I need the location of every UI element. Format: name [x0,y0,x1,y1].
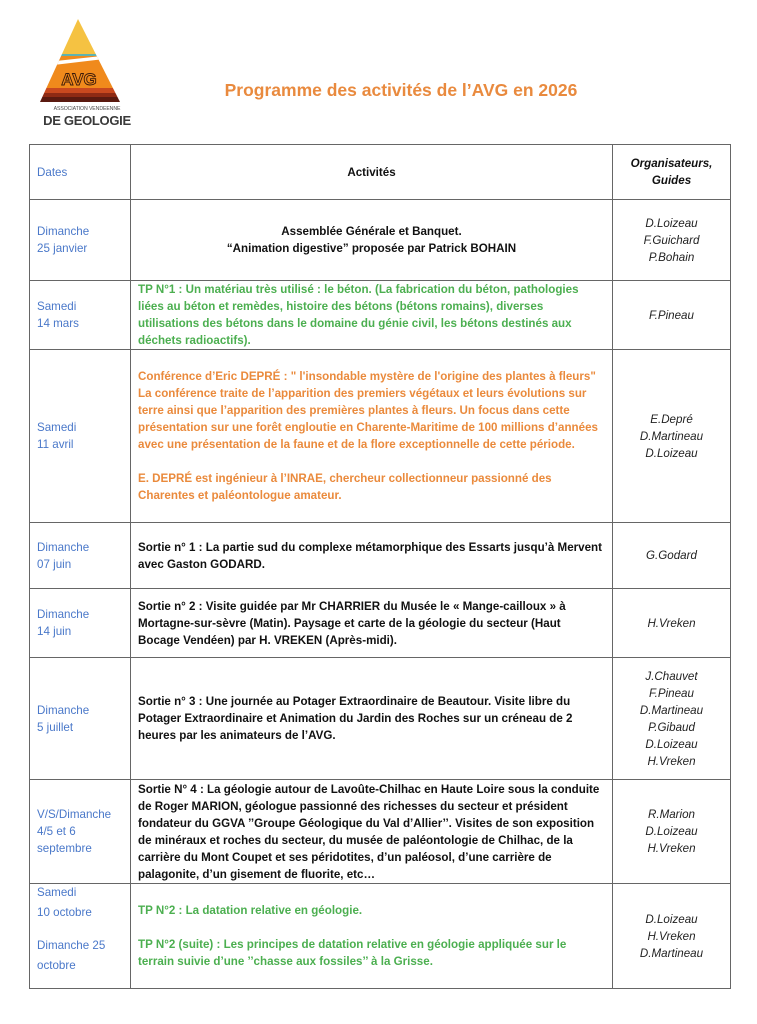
activity-text: “Animation digestive” proposée par Patrick BOHAIN [226,242,517,255]
row-organizers [613,350,731,523]
activity-text: Assemblée Générale et Banquet. [281,225,462,238]
row-date [30,589,131,658]
activity-text: Sortie N° 4 : La géologie autour de Lavoûte-Chilhac en Haute Loire sous la conduite de Roger MARION, géologue passionné des richesses du secteur et président fondateur du GGVA ’’Groupe Géologique du Val d’Allier’’. Visites de son exposition de minéraux et roches du secteur, du musée de paléontologie de Chilhac, de la carrière du Mont Coupet et ses péridotites, d’un paléosol, d’une carrière de palagonite, d’un gisement de fluorite, etc… [138,782,600,881]
activity-text: TP N°2 : La datation relative en géologie. [138,904,363,917]
row-activity [131,200,613,281]
date-day: Dimanche [37,540,90,554]
date-value: 25 janvier [37,242,88,255]
date-value: octobre [37,959,76,972]
row-date [30,350,131,523]
table-row [30,281,731,350]
date-day: V/S/Dimanche [37,808,112,821]
date-day: Dimanche 25 [37,939,106,952]
row-activity [131,523,613,589]
row-organizers [613,200,731,281]
date-value: 4/5 et 6 [37,825,76,838]
logo-pyramid-icon [28,14,138,109]
date-value: 11 avril [37,438,74,451]
row-date [30,200,131,281]
header-organizers: Organisateurs, Guides [613,145,731,200]
table-row [30,884,731,989]
date-value: 5 juillet [37,720,74,734]
activity-text: TP N°2 (suite) : Les principes de datation relative en géologie appliquée sur le terrain suivie d’une ’’chasse aux fossiles’’ à la Grisse. [138,938,567,968]
table-row [30,200,731,281]
table-row [30,780,731,884]
organizer: R.Marion [647,808,696,821]
row-date [30,884,131,989]
row-activity [131,350,613,523]
organizer: D.Martineau [639,429,704,443]
organizer: D.Loizeau [645,446,698,460]
activity-text: Sortie n° 3 : Une journée au Potager Extraordinaire de Beautour. Visite libre du Potager Extraordinaire et Animation du Jardin des Roches sur un créneau de 2 heures par les animateurs de l’AVG. [138,695,573,742]
row-organizers [613,523,731,589]
table-row [30,658,731,780]
logo-acronym: AVG [61,70,97,89]
organizer: D.Martineau [639,703,704,717]
activity-text: La conférence traite de l’apparition des premiers végétaux et leurs évolutions sur terre ainsi que l’apparition des premières plantes à fleurs. Un focus dans cette présentation sur une forêt engloutie en Charente-Maritime de 100 millions d’années avec une présentation de la faune et de la flore exceptionnelle de cette période. [138,387,598,451]
organizer: D.Loizeau [645,737,698,751]
activity-text: Sortie n° 1 : La partie sud du complexe métamorphique des Essarts jusqu’à Mervent avec Gaston GODARD. [138,540,602,571]
organizer: J.Chauvet [645,669,698,683]
row-date [30,780,131,884]
date-day: Dimanche [37,608,90,621]
row-organizers [613,281,731,350]
row-activity [131,780,613,884]
date-day: Dimanche [37,225,90,238]
row-organizers [613,658,731,780]
activity-text: Sortie n° 2 : Visite guidée par Mr CHARRIER du Musée le « Mange-cailloux » à Mortagne-sur-sèvre (Matin). Paysage et carte de la géologie du secteur (Haut Bocage Vendéen) par H. VREKEN (Après-midi). [138,599,566,647]
date-day: Samedi [37,421,77,434]
organizer: D.Loizeau [645,825,698,838]
row-date [30,658,131,780]
table-row [30,589,731,658]
organizer: F.Pineau [649,308,694,322]
activity-text: Conférence d’Eric DEPRÉ : " l'insondable mystère de l'origine des plantes à fleurs" [138,370,596,383]
row-activity [131,281,613,350]
header-dates: Dates [30,145,131,200]
organizer: H.Vreken [647,754,696,768]
organizer: P.Bohain [648,250,695,264]
row-organizers [613,780,731,884]
activity-text: E. DEPRÉ est ingénieur à l’INRAE, chercheur collectionneur passionné des Charentes et paléontologue amateur. [138,472,552,502]
organizer: E.Depré [650,412,693,426]
table-row [30,350,731,523]
organizer: D.Loizeau [645,216,698,230]
date-value: septembre [37,842,92,855]
organizer: F.Pineau [649,686,694,700]
organizer: D.Loizeau [645,912,698,926]
date-value: 14 mars [37,317,79,330]
date-day: Dimanche [37,703,90,717]
date-day: Samedi [37,300,77,313]
logo-geologie-text: DE GEOLOGIE [43,113,131,128]
organizer: D.Martineau [639,946,704,960]
date-value: 14 juin [37,625,72,638]
row-date [30,281,131,350]
organizer: G.Godard [646,549,697,562]
logo-association-text: ASSOCIATION VENDEENNE [53,106,121,112]
row-date [30,523,131,589]
organizer: P.Gibaud [648,720,695,734]
date-value: 07 juin [37,557,72,571]
table-header-row [30,145,731,200]
row-activity [131,658,613,780]
date-value: 10 octobre [37,906,92,919]
row-organizers [613,884,731,989]
organizer: H.Vreken [647,842,696,855]
organizer: F.Guichard [643,233,700,247]
activities-table [29,144,731,989]
row-organizers [613,589,731,658]
row-activity [131,884,613,989]
activity-text: TP N°1 : Un matériau très utilisé : le béton. (La fabrication du béton, pathologies liées au béton et remèdes, histoire des bétons (bétons romains), diverses utilisations des bétons dans le domaine du génie civil, les bétons destinés aux déchets radioactifs). [138,283,579,347]
date-day: Samedi [37,886,77,899]
organizer: H.Vreken [647,616,696,630]
table-row [30,523,731,589]
organizer: H.Vreken [647,929,696,943]
row-activity [131,589,613,658]
avg-logo [28,14,138,129]
header-activities: Activités [131,145,613,200]
page-title: Programme des activités de l’AVG en 2026 [224,80,578,100]
